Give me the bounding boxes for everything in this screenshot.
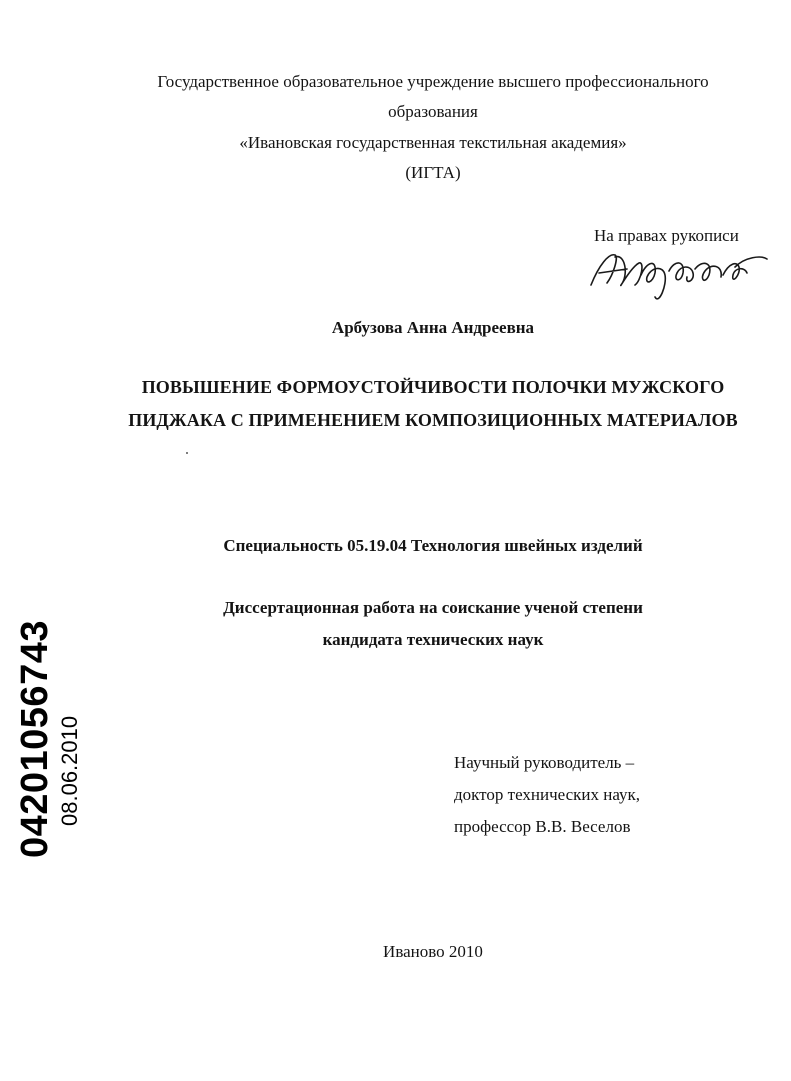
- supervisor-degree: доктор технических наук,: [454, 785, 641, 804]
- specialty: Специальность 05.19.04 Технология швейных изделий: [223, 536, 643, 555]
- supervisor-name: профессор В.В. Веселов: [454, 817, 631, 836]
- thesis-title-line-1: ПОВЫШЕНИЕ ФОРМОУСТОЙЧИВОСТИ ПОЛОЧКИ МУЖСКОГО: [141, 377, 725, 397]
- library-stamp-number: 04201056743: [14, 620, 56, 858]
- institution-abbreviation: (ИГТА): [405, 163, 461, 182]
- institution-name: «Ивановская государственная текстильная академия»: [239, 133, 627, 152]
- author-signature: [585, 245, 770, 307]
- supervisor-role: Научный руководитель –: [454, 753, 635, 772]
- author-name: Арбузова Анна Андреевна: [331, 318, 535, 337]
- place-year: Иваново 2010: [383, 942, 483, 961]
- thesis-title-line-2: ПИДЖАКА С ПРИМЕНЕНИЕМ КОМПОЗИЦИОННЫХ МАТЕРИАЛОВ: [128, 410, 738, 430]
- scan-speck: [186, 452, 188, 454]
- dissertation-line-1: Диссертационная работа на соискание ученой степени: [223, 598, 643, 617]
- dissertation-line-2: кандидата технических наук: [322, 630, 544, 649]
- manuscript-note: На правах рукописи: [594, 226, 739, 245]
- library-stamp-date: 08.06.2010: [57, 715, 82, 826]
- institution-line-2: образования: [388, 102, 478, 121]
- institution-line-1: Государственное образовательное учреждение высшего профессионального: [157, 72, 709, 91]
